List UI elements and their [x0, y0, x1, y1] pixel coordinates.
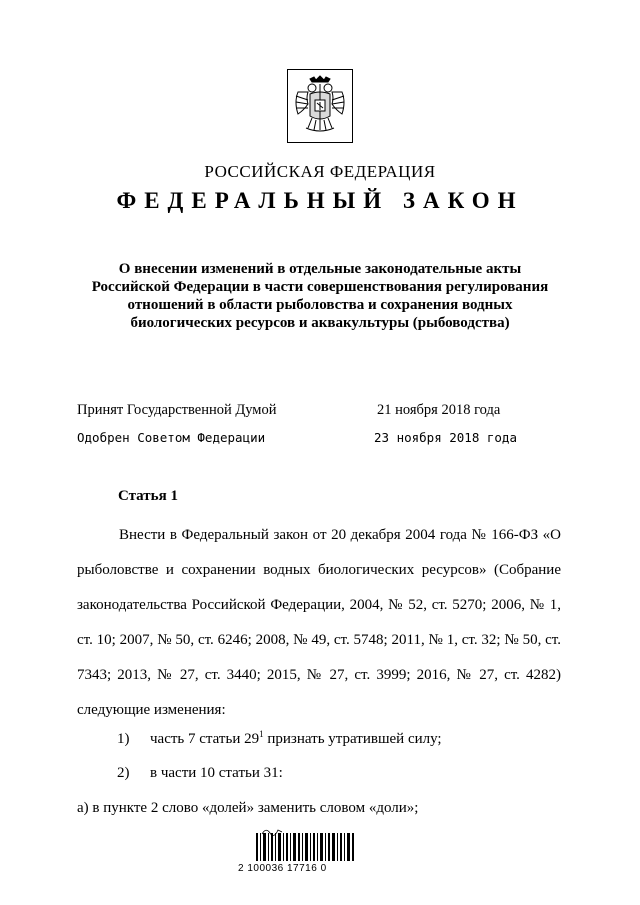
item-text-part: часть 7 статьи 29 — [150, 731, 260, 747]
article-intro-paragraph: Внести в Федеральный закон от 20 декабря 2004 года № 166-ФЗ «О рыболовстве и сохранении водных биологических ресурсов» (Собрание законодательства Российской Федерации, 2004, № 52, ст. 5270; 2006, № 1, ст. 10; 2007, № 50, ст. 6246; 2008, № 49, ст. 5748; 2011, № 1, ст. 32; № 50, ст. 7343; 2013, № 27, ст. 3440; 2015, № 27, ст. 3999; 2016, № 27, ст. 4282) следующие изменения: — [77, 527, 561, 718]
subject-line: биологических ресурсов и аквакультуры (рыбоводства) — [130, 315, 510, 331]
duma-adoption-date: 21 ноября 2018 года — [377, 402, 501, 418]
subject-line: О внесении изменений в отдельные законодательные акты — [118, 261, 522, 277]
barcode-bars — [256, 827, 356, 861]
article-body — [77, 518, 561, 728]
item-text-part: признать утратившей силу; — [263, 731, 442, 747]
law-subject — [70, 260, 570, 332]
sub-item: а) в пункте 2 слово «долей» заменить словом «доли»; — [77, 800, 419, 816]
item-text: в части 10 статьи 31: — [150, 765, 283, 781]
superscript: 1 — [259, 729, 264, 739]
barcode-number: 2 100036 17716 0 — [238, 863, 327, 874]
article-heading: Статья 1 — [118, 488, 178, 504]
subject-line: отношений в области рыболовства и сохранения водных — [127, 297, 513, 313]
item-number: 1) — [117, 731, 130, 747]
subject-line: Российской Федерации в части совершенствования регулирования — [91, 279, 549, 295]
item-number: 2) — [117, 765, 130, 781]
council-approval-label: Одобрен Советом Федерации — [77, 430, 266, 445]
coat-of-arms-icon — [288, 70, 352, 142]
coat-of-arms-frame — [287, 69, 353, 143]
item-text — [150, 731, 442, 748]
duma-adoption-label: Принят Государственной Думой — [77, 402, 277, 418]
country-name: РОССИЙСКАЯ ФЕДЕРАЦИЯ — [204, 162, 436, 181]
law-type-title: ФЕДЕРАЛЬНЫЙ ЗАКОН — [116, 188, 524, 213]
council-approval-date: 23 ноября 2018 года — [374, 430, 517, 445]
